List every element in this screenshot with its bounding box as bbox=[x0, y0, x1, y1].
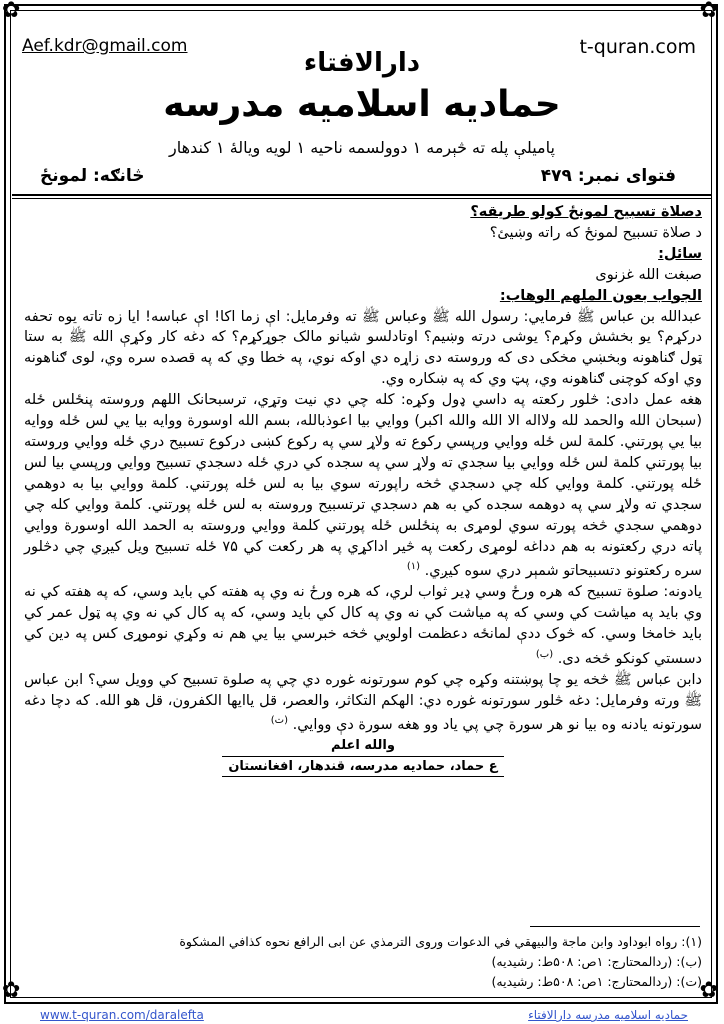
questioner-label: سائل: bbox=[658, 245, 702, 262]
footnote-ref[interactable]: (۱) bbox=[406, 561, 421, 573]
footnote-divider bbox=[530, 926, 700, 927]
footer-name-link[interactable]: حمادیه اسلامیه مدرسه دارالافتاء bbox=[528, 1008, 688, 1022]
signature-block bbox=[24, 757, 702, 778]
answer-heading: الجواب بعون الملهم الوهاب: bbox=[499, 287, 702, 304]
fatwa-number: فتوای نمبر: ۴۷۹ bbox=[540, 166, 676, 186]
corner-ornament-icon: ✿ bbox=[699, 0, 718, 23]
footnote-ref[interactable]: (ب) bbox=[535, 648, 554, 660]
question-title: دصلاة تسبيح لمونځ کولو طريقه؟ bbox=[470, 204, 702, 220]
footer-url-link[interactable]: www.t-quran.com/daralefta bbox=[40, 1008, 204, 1022]
site-link[interactable]: t-quran.com bbox=[579, 36, 696, 58]
footnotes bbox=[24, 932, 702, 992]
madrasa-title: حمادیه اسلامیه مدرسه bbox=[163, 84, 561, 125]
footnote-item: (ب): (ردالمحتارج: ۱ص: ۵۰۸ط: رشيديه) bbox=[491, 954, 702, 969]
corner-ornament-icon: ✿ bbox=[699, 978, 718, 1003]
answer-paragraph-3-text: يادونه: صلوة تسبيح که هره ورځ وسي ډير ثواب لري، که هره ورځ نه وي په هفته کي بايد وسي، که په هفته کي نه وي بايد په مياشت کي وسي که په مياشت کي نه وي په کال کي بايد وسي، که په کال کي نه وي په ټول عمر کي بايد خامخا وسي. که څوک ددې لمانځه دعظمت اولويي څخه خبرسي بيا يي هم نه وکړي نوموړی کس په دين کي دسستي کونکو څخه دی. bbox=[24, 584, 702, 667]
dar-ul-ifta-title: دارالافتاء bbox=[303, 48, 421, 78]
footnote-item: (ت): (ردالمحتارج: ۱ص: ۵۰۸ط: رشيديه) bbox=[491, 974, 702, 989]
section-label: څانګه: لمونځ bbox=[40, 166, 145, 186]
answer-paragraph-1: عبدالله بن عباس ﷺ فرمايي: رسول الله ﷺ وعباس ﷺ ته وفرمايل: اې زما اکا! اې عباسه! ايا زه تاته يوه تحفه درکړم؟ يو بخشش وکړم؟ يوشی درته وښيم؟ اوتادلسو شيانو مالک جوړکړم؟ که دغه کار وکړې الله ﷺ به ستا ټول ګناهونه وبخښي مخکی دی که وروسته دی زاړه دي اوکه نوي، په خطا وي که په قصده سره وي، لوی ګناهونه وي اوکه کوچنی ګناهونه وي، پټ وي که په ښکاره وي. bbox=[24, 308, 702, 388]
answer-paragraph-3 bbox=[24, 582, 702, 669]
fatwa-content bbox=[24, 202, 702, 778]
header-divider bbox=[12, 194, 712, 196]
question-text: د صلاة تسبيح لمونځ که راته وښيئ؟ bbox=[489, 224, 702, 241]
answer-paragraph-4-text: دابن عباس ﷺ څخه يو چا پوښتنه وکړه چي کوم سورتونه غوره دي چي په صلوة تسبيح کي وويل سي؟ ابن عباس ﷺ ورته وفرمايل: دغه څلور سورتونه غوره دي: الهکم التکاثر، والعصر، قل ياايها الکفرون، قل هو الله. که دچا دغه سورتونه يادنه وه بيا نو هر سورة چي پي ياد وو هغه سورة دې ووايي. bbox=[24, 671, 702, 734]
answer-paragraph-4 bbox=[24, 670, 702, 737]
answer-paragraph-2 bbox=[24, 390, 702, 582]
signature: ع حماد، حماديه مدرسه، قندهار، افغانستان bbox=[222, 756, 503, 777]
header-divider-thin bbox=[12, 198, 712, 199]
address-line: پاميلې پله ته څېرمه ۱ دوولسمه ناحيه ۱ لويه ويالهٔ ۱ کندهار bbox=[169, 138, 555, 157]
answer-paragraph-2-text: هغه عمل دادی: څلور رکعته په داسي ډول وکړه: کله چي دي نيت وتړي، ترسبحانک اللهم وروسته پنځلس ځله (سبحان الله والحمد لله ولااله الا الله والله اکبر) ووايي بيا اعوذبالله، بسم الله اوسورة ووايه بيا يي لس ځله ووايه بيا يي پورتني. کلمة لس ځله ووايي ورپسي رکوع ته ولاړ سي په رکوع کښی درکوع تسبيح دري ځله ووايي وروسته بيا پورتني کلمة لس ځله ووايي بيا سجدي ته ولاړ سي په سجده کي دري ځله دسجدي تسبيح ووايي ورپسي بيا لس ځله پورتني. کلمة ووايي کله چي دسجدي څخه راپورته سوي بيا به لس ځله پورتني. کلمة ووايي بيا به دوهمي سجدي ته ولاړ سي په دوهمه سجده کي به هم دسجدي ترتسبيح وروسته به لس ځله پورتني. کلمة ووايي کله چي دوهمي سجدي څخه پورته سوي لومړی به پنځلس ځله پورتني کلمة ووايي وروسته به الحمد الله اوسورة ووايي پاته دري رکعتونه به هم دداغه لومړی رکعت په څير اداکړي په هر رکعت کي ۷۵ ځله تسبيح ويل کيږي چي دڅلور سره رکعتونو دتسبيحاتو شمېر دري سوه کيږي. bbox=[24, 392, 703, 580]
corner-ornament-icon: ✿ bbox=[2, 0, 21, 23]
corner-ornament-icon: ✿ bbox=[2, 978, 21, 1003]
email-link[interactable]: Aef.kdr@gmail.com bbox=[22, 36, 188, 56]
footnote-item: (۱): رواه ابوداود وابن ماجة والبيهقي في الدعوات وروی الترمذي عن ابی الرافع نحوه کذافي المشکوة bbox=[179, 934, 702, 949]
questioner-name: صبغت الله غزنوی bbox=[595, 266, 702, 283]
wallahu-alam: والله اعلم bbox=[331, 738, 395, 754]
footnote-ref[interactable]: (ت) bbox=[270, 715, 288, 727]
